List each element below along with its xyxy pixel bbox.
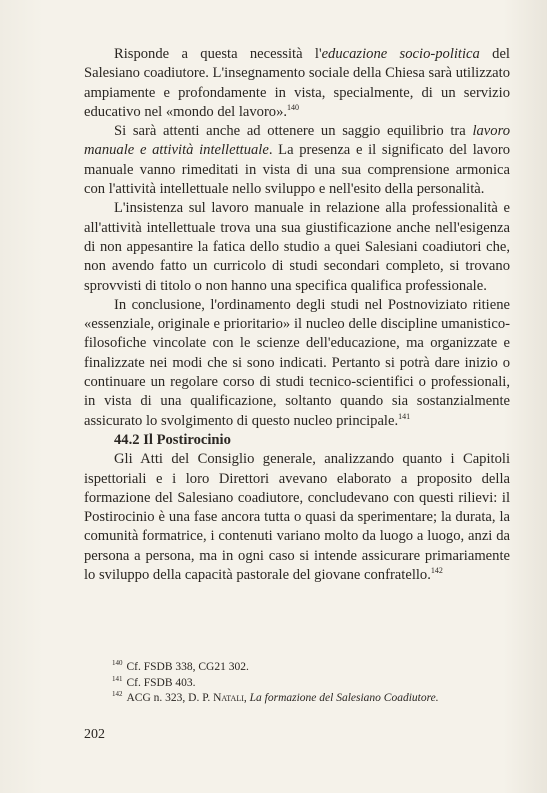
para4-text: In conclusione, l'ordinamento degli studi nel Postnoviziato ritiene «essenziale, originale e prioritario» il nucleo delle discipline umanistico-filosofiche vincolate con le scienze dell'educazione, ma organizzate e finalizzate nei modi che si sono indicati. Pertanto si potrà dare inizio o continuare un regolare corso di studi tecnico-scientifici o professionali, in vista di una qualificazione, soltanto quando sia sostanzialmente assicurato lo svolgimento di questo nucleo principale.	[84, 296, 510, 429]
body-text	[84, 45, 510, 585]
footnote-number: 141	[112, 674, 123, 683]
para1-text-a: Risponde a questa necessità l'	[114, 46, 322, 62]
para1-text-b: del Salesiano coadiutore. L'insegnamento sociale della Chiesa sarà utilizzato ampiamente e profondamente in vista, specialmente, di un servizio educativo nel «mondo del lavoro».	[84, 46, 510, 120]
para2-emphasis: lavoro manuale e attività intellettuale	[84, 123, 510, 159]
footnote-text: ACG n. 323, D. P.	[126, 692, 214, 704]
footnote-ref-142: 142	[430, 566, 443, 576]
paragraph-1	[84, 45, 510, 122]
paragraph-2	[84, 122, 510, 199]
footnote-141	[112, 676, 512, 692]
footnote-title: La formazione del Salesiano Coadiutore.	[249, 692, 439, 704]
paragraph-5	[84, 450, 510, 585]
footnote-ref-140: 140	[287, 102, 300, 112]
footnote-142	[112, 691, 512, 707]
paragraph-4	[84, 296, 510, 431]
footnote-number: 140	[112, 659, 123, 667]
page-number: 202	[84, 727, 105, 742]
paragraph-3: L'insistenza sul lavoro manuale in relazione alla professionalità e all'attività intellettuale trova una sua giustificazione anche nell'esigenza di non appesantire la fatica dello studio a quei Salesiani coadiutori che, non avendo fatto un curricolo di studi secondari completo, si trovano sprovvisti di titolo o non hanno una specifica qualifica professionale.	[84, 200, 510, 294]
para1-emphasis: educazione socio-politica	[321, 46, 480, 62]
footnote-author: Natali	[213, 692, 244, 704]
footnote-text: Cf. FSDB 403.	[126, 676, 196, 689]
footnote-number: 142	[112, 690, 123, 698]
footnote-separator: ,	[243, 692, 250, 704]
section-heading: 44.2 Il Postirocinio	[114, 431, 231, 448]
para5-text: Gli Atti del Consiglio generale, analizzando quanto i Capitoli ispettoriali e i loro Direttori avevano elaborato a proposito della formazione del Salesiano coadiutore, concludevano con questi rilievi: il Postirocinio è una fase ancora tutta o quasi da sperimentare; la durata, la comunità formatrice, i contenuti variano molto da luogo a luogo, anzi da persona a persona, ma in ogni caso si intende assicurare primariamente lo sviluppo della capacità pastorale del giovane confratello.	[84, 451, 510, 584]
para2-text-a: Si sarà attenti anche ad ottenere un saggio equilibrio tra	[114, 123, 473, 140]
footnotes	[112, 660, 512, 707]
footnote-ref-141: 141	[398, 411, 411, 421]
footnote-text: Cf. FSDB 338, CG21 302.	[126, 661, 249, 673]
footnote-140	[112, 660, 512, 676]
para2-text-b: . La presenza e il significato del lavoro manuale vanno rimeditati in vista di una sua comprensione armonica con l'attività intellettuale nello sviluppo e nell'esito della personalità.	[84, 142, 510, 198]
